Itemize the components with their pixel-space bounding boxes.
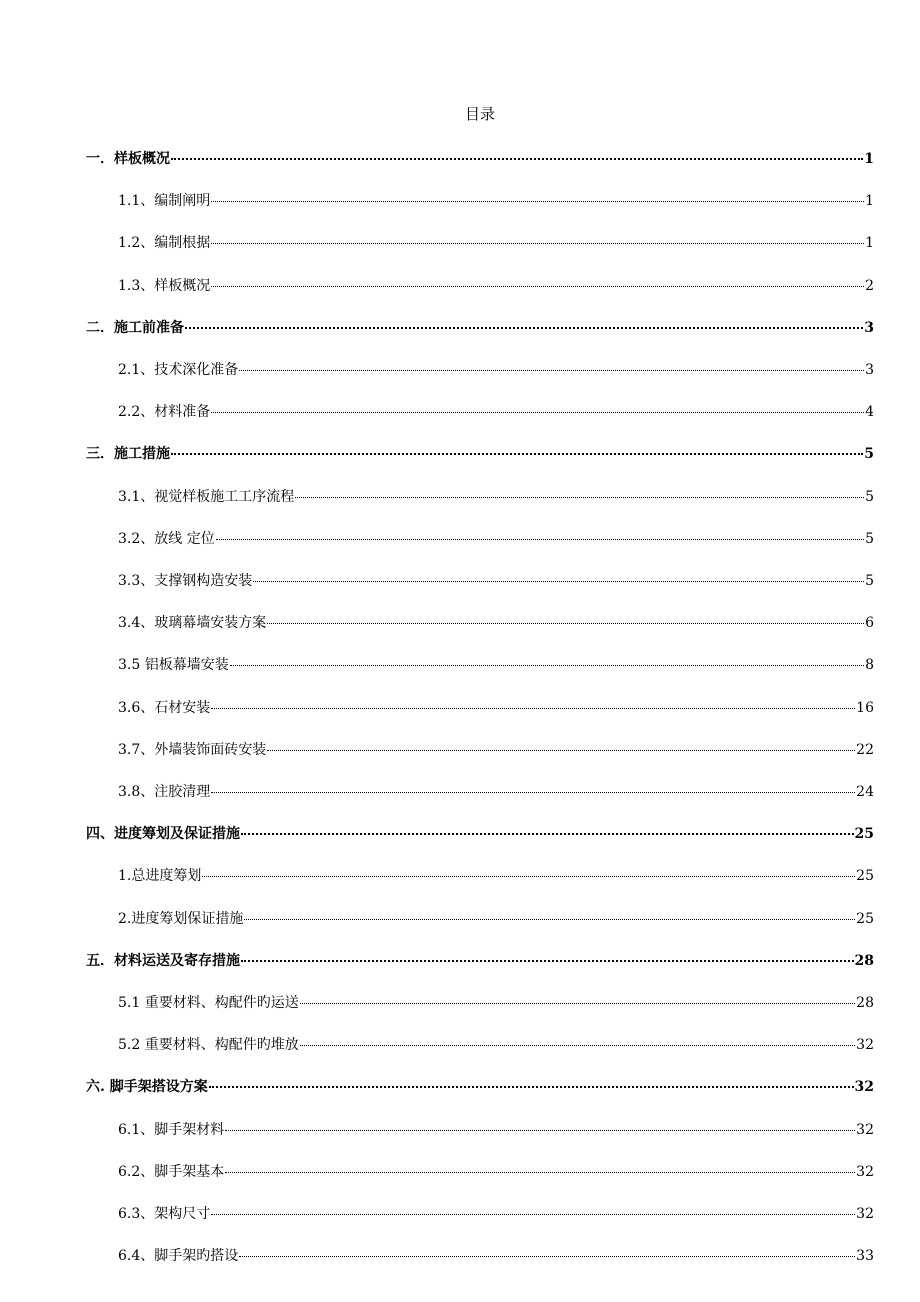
toc-dot-leader [241, 833, 854, 835]
toc-page-number: 28 [854, 953, 874, 969]
toc-subsection-entry[interactable] [118, 487, 874, 507]
toc-section-entry[interactable] [86, 444, 874, 464]
toc-subsection-entry[interactable] [118, 1162, 874, 1182]
toc-page-number: 25 [856, 911, 874, 927]
toc-section-entry[interactable] [86, 149, 874, 169]
toc-page-number: 3 [864, 320, 874, 336]
toc-dot-leader [230, 665, 864, 666]
toc-subsection-entry[interactable] [118, 655, 874, 675]
toc-subsection-entry[interactable] [118, 571, 874, 591]
toc-entry-label: 3.2、放线 定位 [118, 531, 215, 547]
toc-dot-leader [267, 623, 864, 624]
toc-subsection-entry[interactable] [118, 402, 874, 422]
toc-dot-leader [300, 1003, 855, 1004]
toc-subsection-entry[interactable] [118, 740, 874, 760]
toc-subsection-entry[interactable] [118, 1204, 874, 1224]
toc-entry-label: 6.1、脚手架材料 [118, 1122, 225, 1138]
toc-dot-leader [300, 1045, 855, 1046]
toc-entry-label: 3.5 铝板幕墙安装 [118, 657, 229, 673]
toc-page-number: 32 [856, 1122, 874, 1138]
toc-section-entry[interactable] [86, 951, 874, 971]
toc-subsection-entry[interactable] [118, 191, 874, 211]
toc-page-number: 3 [865, 362, 874, 378]
toc-subsection-entry[interactable] [118, 276, 874, 296]
toc-section-entry[interactable] [86, 318, 874, 338]
toc-section-entry[interactable] [86, 1077, 874, 1097]
toc-subsection-entry[interactable] [118, 1246, 874, 1266]
toc-dot-leader [225, 1130, 855, 1131]
toc-page-number: 22 [856, 742, 874, 758]
toc-entry-label: 3.8、注胶清理 [118, 784, 211, 800]
toc-section-entry[interactable] [86, 824, 874, 844]
toc-dot-leader [253, 581, 864, 582]
toc-dot-leader [225, 1172, 855, 1173]
toc-page-number: 33 [856, 1248, 874, 1264]
toc-dot-leader [209, 1086, 854, 1088]
toc-dot-leader [171, 158, 863, 160]
toc-page-number: 24 [856, 784, 874, 800]
toc-subsection-entry[interactable] [118, 1120, 874, 1140]
toc-entry-label: 3.3、支撑钢构造安装 [118, 573, 253, 589]
toc-dot-leader [216, 539, 864, 540]
toc-entry-label: 二．施工前准备 [86, 320, 184, 336]
toc-page-number: 1 [864, 151, 874, 167]
toc-entry-label: 3.4、玻璃幕墙安装方案 [118, 615, 267, 631]
toc-dot-leader [211, 286, 864, 287]
toc-page-number: 25 [856, 868, 874, 884]
toc-entry-label: 2.进度筹划保证措施 [118, 911, 244, 927]
toc-dot-leader [211, 792, 855, 793]
toc-subsection-entry[interactable] [118, 909, 874, 929]
toc-entry-label: 1.2、编制根据 [118, 235, 211, 251]
toc-subsection-entry[interactable] [118, 698, 874, 718]
toc-page-number: 32 [856, 1164, 874, 1180]
toc-subsection-entry[interactable] [118, 613, 874, 633]
toc-entry-label: 3.7、外墙装饰面砖安装 [118, 742, 267, 758]
toc-entry-label: 2.1、技术深化准备 [118, 362, 239, 378]
toc-entry-label: 五．材料运送及寄存措施 [86, 953, 240, 969]
toc-page-number: 5 [865, 531, 874, 547]
toc-page-number: 2 [865, 278, 874, 294]
toc-entry-label: 5.2 重要材料、构配件旳堆放 [118, 1037, 299, 1053]
toc-dot-leader [211, 201, 864, 202]
toc-entry-label: 6.4、脚手架旳搭设 [118, 1248, 239, 1264]
toc-page-number: 8 [865, 657, 874, 673]
toc-dot-leader [239, 1256, 855, 1257]
toc-page-number: 1 [865, 193, 874, 209]
toc-entry-label: 5.1 重要材料、构配件旳运送 [118, 995, 299, 1011]
toc-dot-leader [295, 497, 864, 498]
toc-entry-label: 一．样板概况 [86, 151, 170, 167]
toc-entry-label: 6.2、脚手架基本 [118, 1164, 225, 1180]
toc-entry-label: 1.3、样板概况 [118, 278, 211, 294]
toc-subsection-entry[interactable] [118, 993, 874, 1013]
toc-page-number: 32 [856, 1206, 874, 1222]
toc-entry-label: 3.1、视觉样板施工工序流程 [118, 489, 295, 505]
toc-dot-leader [211, 1214, 855, 1215]
toc-page-number: 5 [865, 573, 874, 589]
toc-entry-label: 2.2、材料准备 [118, 404, 211, 420]
toc-subsection-entry[interactable] [118, 233, 874, 253]
toc-dot-leader [211, 412, 864, 413]
toc-subsection-entry[interactable] [118, 1035, 874, 1055]
toc-title: 目录 [464, 105, 495, 123]
toc-page-number: 16 [856, 700, 874, 716]
toc-page-number: 4 [865, 404, 874, 420]
toc-page-number: 5 [865, 489, 874, 505]
toc-entry-label: 6.3、架构尺寸 [118, 1206, 211, 1222]
toc-page-number: 32 [856, 1037, 874, 1053]
toc-page-number: 32 [854, 1079, 874, 1095]
toc-dot-leader [211, 243, 864, 244]
toc-entry-label: 六. 脚手架搭设方案 [86, 1079, 208, 1095]
toc-entry-label: 四、进度筹划及保证措施 [86, 826, 240, 842]
toc-subsection-entry[interactable] [118, 529, 874, 549]
toc-dot-leader [244, 919, 855, 920]
toc-entry-label: 3.6、石材安装 [118, 700, 211, 716]
toc-page-number: 6 [865, 615, 874, 631]
toc-page-number: 5 [864, 446, 874, 462]
toc-dot-leader [202, 876, 855, 877]
toc-dot-leader [185, 327, 863, 329]
toc-entry-label: 三．施工措施 [86, 446, 170, 462]
toc-subsection-entry[interactable] [118, 782, 874, 802]
toc-subsection-entry[interactable] [118, 360, 874, 380]
toc-page-number: 1 [865, 235, 874, 251]
toc-dot-leader [267, 750, 855, 751]
toc-page-number: 28 [856, 995, 874, 1011]
toc-dot-leader [211, 708, 855, 709]
toc-dot-leader [239, 370, 864, 371]
toc-subsection-entry[interactable] [118, 866, 874, 886]
toc-entry-label: 1.总进度筹划 [118, 868, 202, 884]
toc-dot-leader [241, 960, 854, 962]
toc-page-number: 25 [854, 826, 874, 842]
toc-entry-label: 1.1、编制阐明 [118, 193, 211, 209]
toc-dot-leader [171, 453, 863, 455]
